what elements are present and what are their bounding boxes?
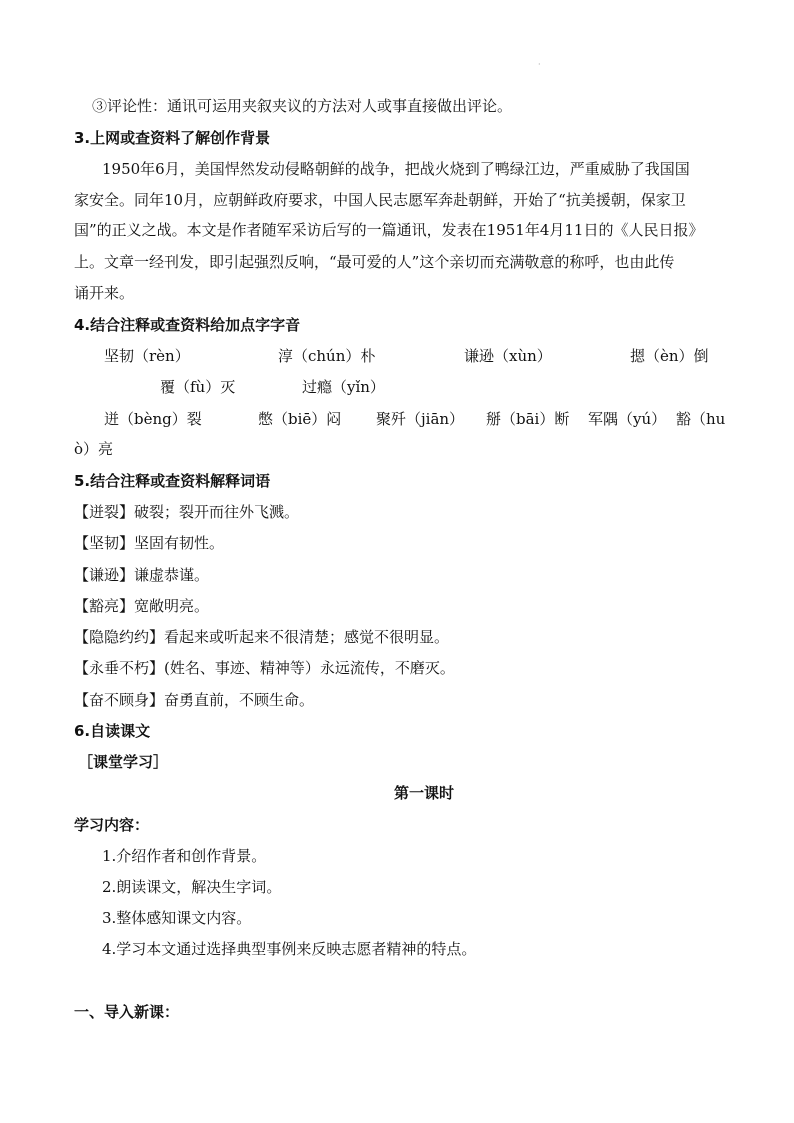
section3-title: 3.上网或查资料了解创作背景 (74, 129, 271, 147)
definition-benglie: 【迸裂】破裂；裂开而往外飞溅。 (74, 503, 300, 521)
definition-jianren: 【坚韧】坚固有韧性。 (74, 534, 225, 552)
learning-item-3: 3.整体感知课文内容。 (102, 909, 252, 927)
learning-item-1: 1.介绍作者和创作背景。 (102, 847, 267, 865)
pron-jianren: 坚韧（rèn） (104, 347, 190, 365)
pron-baiduan: 掰（bāi）断 (486, 410, 570, 428)
section6-title: 6.自读课文 (74, 722, 151, 740)
pron-huoliang-end: ò）亮 (74, 440, 114, 458)
item3-eval: ③评论性：通讯可运用夹叙夹议的方法对人或事直接做出评论。 (92, 97, 513, 115)
learning-item-2: 2.朗读课文，解决生字词。 (102, 878, 282, 896)
pron-junyu: 军隅（yú） (588, 410, 667, 428)
section4-title: 4.结合注释或查资料给加点字字音 (74, 316, 301, 334)
lesson-title: 第一课时 (394, 784, 455, 802)
learning-item-4: 4.学习本文通过选择典型事例来反映志愿者精神的特点。 (102, 940, 477, 958)
corner-mark: · (538, 60, 541, 69)
definition-fenbugushen: 【奋不顾身】奋勇直前，不顾生命。 (74, 691, 315, 709)
pron-guoyin: 过瘾（yǐn） (302, 378, 385, 396)
background-line-1: 1950年6月，美国悍然发动侵略朝鲜的战争，把战火烧到了鸭绿江边，严重威胁了我国国 (102, 160, 690, 178)
pron-qianxun: 谦逊（xùn） (464, 347, 552, 365)
background-line-2: 家安全。同年10月，应朝鲜政府要求，中国人民志愿军奔赴朝鲜，开始了“抗美援朝，保家卫 (74, 191, 686, 209)
pron-fumie: 覆（fù）灭 (160, 378, 236, 396)
class-study-heading: ［课堂学习］ (78, 753, 169, 771)
pron-biemen: 憋（biē）闷 (258, 410, 342, 428)
intro-title: 一、导入新课： (74, 1003, 180, 1021)
pron-chunpu: 淳（chún）朴 (278, 347, 376, 365)
background-line-3: 国”的正义之战。本文是作者随军采访后写的一篇通讯，发表在1951年4月11日的《人民日报》 (74, 221, 704, 239)
section5-title: 5.结合注释或查资料解释词语 (74, 472, 271, 490)
definition-yinyinyueyue: 【隐隐约约】看起来或听起来不很清楚；感觉不很明显。 (74, 628, 450, 646)
learning-content-label: 学习内容： (74, 816, 150, 834)
pron-huoliang-start: 豁（hu (676, 410, 726, 428)
pron-endao: 摁（èn）倒 (630, 347, 709, 365)
definition-yongchuibuxiu: 【永垂不朽】(姓名、事迹、精神等）永远流传，不磨灭。 (74, 659, 455, 677)
background-line-4: 上。文章一经刊发，即引起强烈反响，“最可爱的人”这个亲切而充满敬意的称呼，也由此传 (74, 253, 675, 271)
background-line-5: 诵开来。 (74, 284, 135, 302)
definition-huoliang: 【豁亮】宽敞明亮。 (74, 597, 210, 615)
pron-jujian: 聚歼（jiān） (376, 410, 465, 428)
definition-qianxun: 【谦逊】谦虚恭谨。 (74, 566, 210, 584)
pron-benglie: 迸（bèng）裂 (104, 410, 202, 428)
